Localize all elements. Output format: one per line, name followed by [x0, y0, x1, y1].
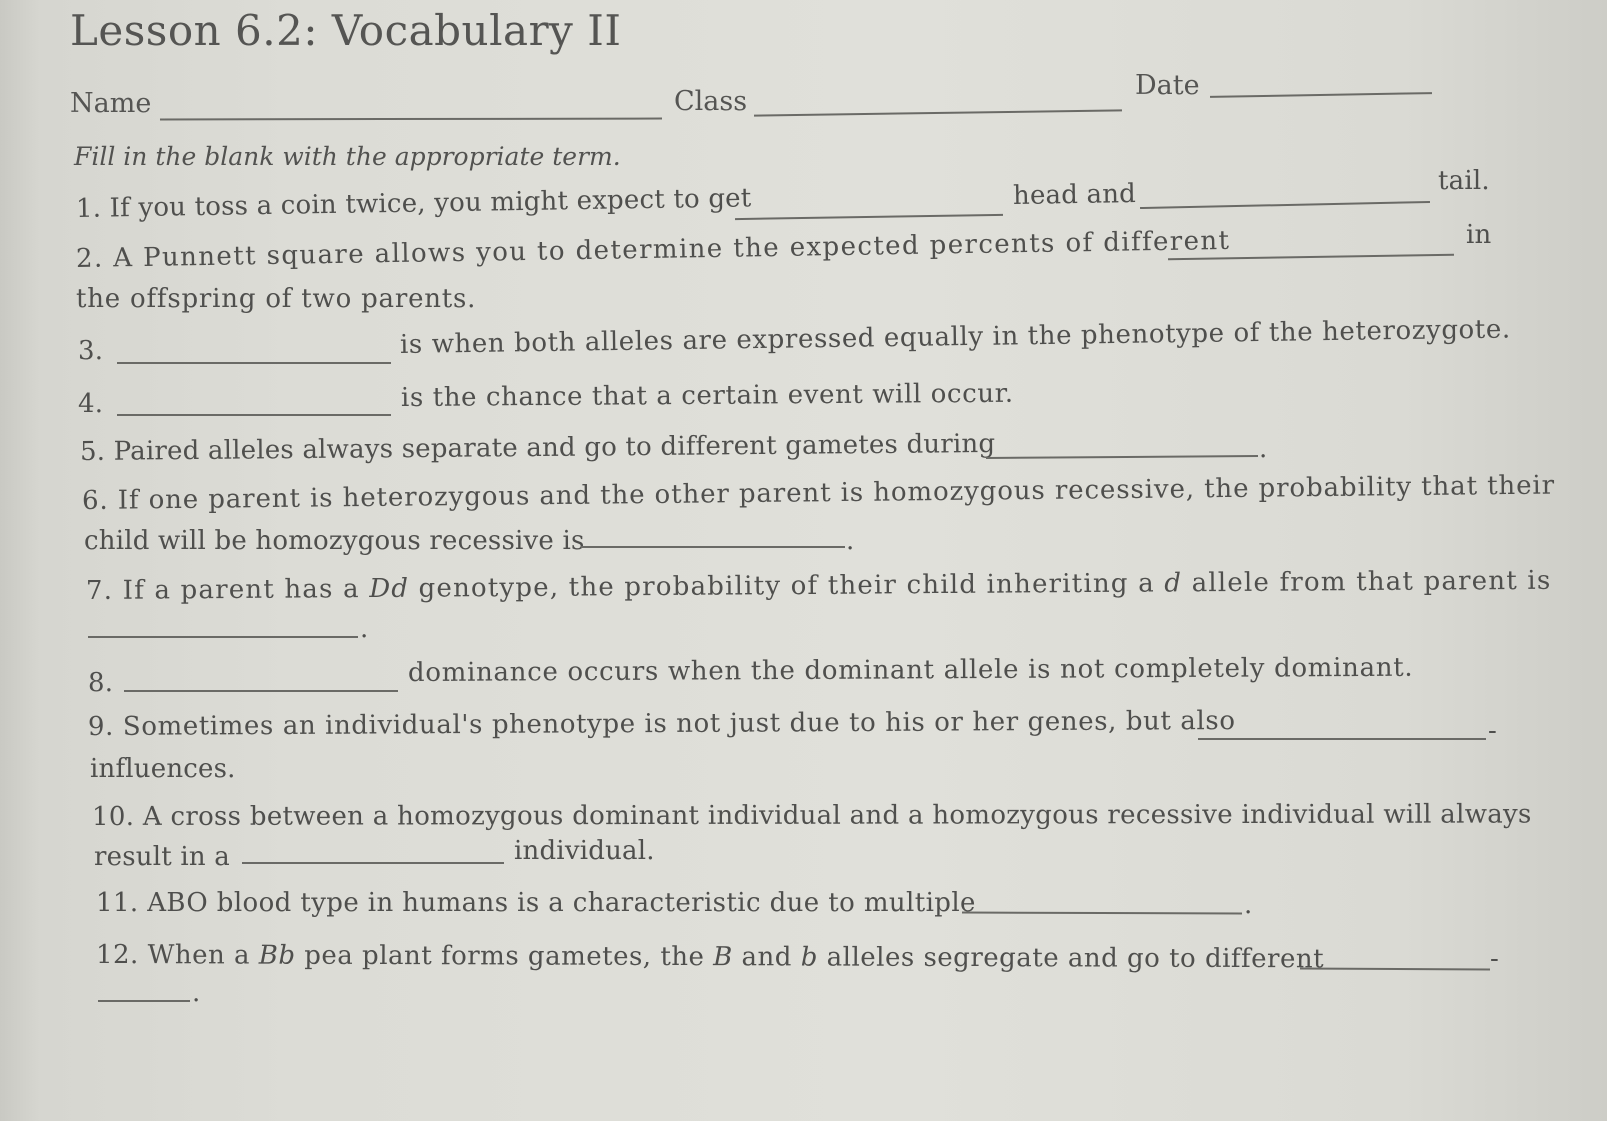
- question-12-hyphen: -: [1490, 944, 1499, 974]
- question-text: If a parent has a: [122, 574, 360, 606]
- answer-7[interactable]: [88, 636, 358, 638]
- allele-variable: b: [800, 942, 818, 973]
- question-text: If one parent is heterozygous and the other parent is homozygous recessive, the probability that their: [117, 470, 1556, 516]
- instructions: Fill in the blank with the appropriate term.: [74, 142, 621, 171]
- question-6-end: .: [846, 526, 855, 556]
- question-number: 1.: [75, 193, 102, 224]
- question-1: [76, 183, 752, 224]
- question-number: 6.: [81, 485, 109, 516]
- answer-3[interactable]: [117, 362, 391, 364]
- answer-1b[interactable]: [1140, 201, 1430, 209]
- question-4-text: is the chance that a certain event will occur.: [400, 378, 1014, 413]
- answer-4[interactable]: [117, 414, 391, 416]
- question-text: A cross between a homozygous dominant individual and a homozygous recessive individual will always: [142, 799, 1532, 832]
- class-field[interactable]: [754, 109, 1122, 116]
- question-8-number: 8.: [88, 668, 114, 698]
- question-9: [88, 706, 1236, 742]
- question-1-end: tail.: [1438, 166, 1490, 196]
- question-12-end: .: [192, 978, 201, 1008]
- question-4-number: 4.: [78, 389, 104, 419]
- question-6: [82, 471, 1555, 516]
- question-text: A Punnett square allows you to determine the expected percents of different: [113, 225, 1231, 274]
- genotype-variable: Bb: [258, 940, 296, 971]
- name-label: Name: [70, 88, 152, 119]
- answer-12b[interactable]: [98, 1000, 190, 1002]
- question-7: [86, 566, 1552, 606]
- question-5-end: .: [1259, 434, 1268, 464]
- question-2: [76, 226, 1231, 274]
- question-9-end: -: [1488, 716, 1497, 746]
- question-1-mid: head and: [1012, 179, 1137, 211]
- question-number: 11.: [96, 888, 139, 918]
- answer-8[interactable]: [124, 690, 398, 692]
- question-number: 7.: [85, 575, 114, 606]
- question-3-text: is when both alleles are expressed equally in the phenotype of the heterozygote.: [399, 314, 1511, 360]
- question-8-text: dominance occurs when the dominant allele is not completely dominant.: [407, 652, 1414, 688]
- answer-10[interactable]: [242, 862, 504, 864]
- genotype-variable: Dd: [369, 573, 410, 605]
- question-10: [92, 799, 1532, 832]
- answer-11[interactable]: [962, 912, 1242, 915]
- question-9-line2: influences.: [90, 754, 236, 784]
- question-number: 12.: [95, 940, 139, 971]
- question-text: If you toss a coin twice, you might expect to get: [109, 183, 752, 224]
- question-text: pea plant forms gametes, the: [304, 940, 705, 973]
- question-12: [96, 940, 1324, 974]
- worksheet-title: Lesson 6.2: Vocabulary II: [70, 6, 622, 55]
- question-number: 9.: [87, 711, 115, 742]
- answer-6[interactable]: [581, 546, 845, 548]
- question-2-line2: the offspring of two parents.: [76, 284, 477, 314]
- question-text: and: [741, 942, 793, 973]
- date-label: Date: [1135, 70, 1200, 101]
- answer-12a[interactable]: [1300, 968, 1490, 971]
- question-number: 5.: [79, 436, 106, 467]
- question-10-end: individual.: [514, 836, 655, 866]
- class-label: Class: [674, 86, 748, 117]
- question-text: When a: [147, 940, 251, 971]
- question-2-end: in: [1466, 220, 1492, 250]
- question-7-end: .: [360, 614, 369, 644]
- question-number: 2.: [75, 243, 104, 274]
- name-field[interactable]: [160, 118, 662, 121]
- question-text: ABO blood type in humans is a characteristic due to multiple: [147, 888, 976, 918]
- question-text: alleles segregate and go to different: [826, 942, 1325, 975]
- question-10-line2: result in a: [94, 842, 230, 872]
- question-number: 10.: [91, 801, 135, 832]
- question-text: allele from that parent is: [1191, 565, 1552, 599]
- answer-5[interactable]: [986, 455, 1258, 459]
- question-text: genotype, the probability of their child inheriting a: [418, 568, 1155, 604]
- question-11: [96, 888, 976, 918]
- allele-variable: B: [713, 942, 733, 973]
- answer-1a[interactable]: [735, 214, 1003, 220]
- question-5: [80, 429, 995, 467]
- date-field[interactable]: [1210, 92, 1432, 98]
- question-6-line2: child will be homozygous recessive is: [84, 526, 585, 556]
- question-text: Sometimes an individual's phenotype is not just due to his or her genes, but also: [122, 705, 1236, 742]
- question-text: Paired alleles always separate and go to different gametes during: [113, 429, 996, 467]
- answer-9[interactable]: [1198, 738, 1486, 740]
- question-11-end: .: [1244, 890, 1253, 920]
- allele-variable: d: [1164, 568, 1183, 599]
- question-3-number: 3.: [78, 336, 104, 366]
